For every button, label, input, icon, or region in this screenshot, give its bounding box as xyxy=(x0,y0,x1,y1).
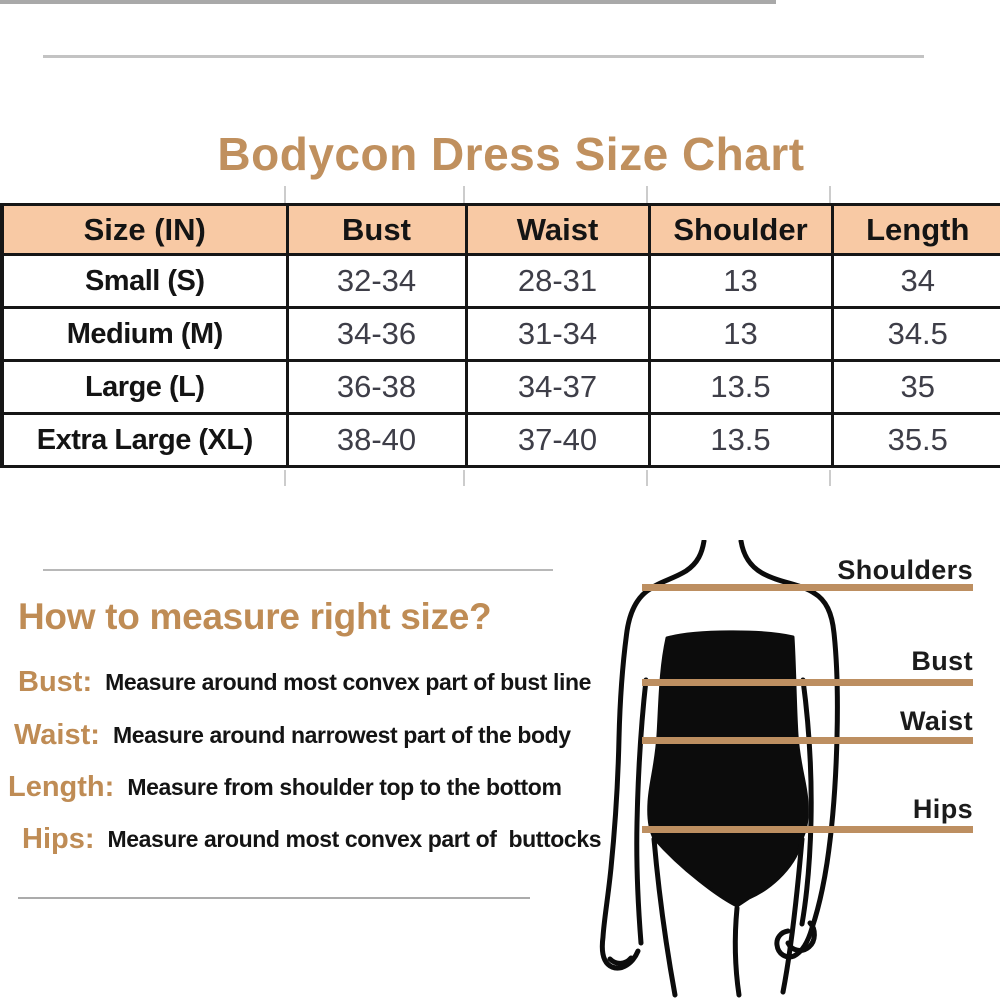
title-divider-line xyxy=(43,55,924,58)
size-table-header-row xyxy=(2,205,1000,255)
page-title: Bodycon Dress Size Chart xyxy=(217,127,805,180)
hips-measure-line xyxy=(642,826,973,833)
waist-cell: 37-40 xyxy=(466,414,649,467)
table-gridline-stub xyxy=(463,470,465,486)
neck-outline xyxy=(650,541,704,589)
waist-measure-line xyxy=(642,737,973,744)
column-header-size: Size (IN) xyxy=(2,205,287,255)
length-cell: 34 xyxy=(832,255,1000,308)
table-gridline-stub xyxy=(646,186,648,203)
size-cell: Extra Large (XL) xyxy=(2,414,287,467)
waist-cell: 34-37 xyxy=(466,361,649,414)
size-table xyxy=(0,203,1000,468)
bust-cell: 36-38 xyxy=(287,361,466,414)
left-hand-finger-line xyxy=(610,958,631,963)
figure-label-hips: Hips xyxy=(912,794,973,824)
measure-line-hips xyxy=(22,823,601,856)
table-gridline-stub xyxy=(284,470,286,486)
measure-term: Bust: xyxy=(18,666,93,698)
waist-cell: 31-34 xyxy=(466,308,649,361)
body-measurement-diagram xyxy=(560,540,1000,1000)
size-cell: Medium (M) xyxy=(2,308,287,361)
figure-label-shoulders: Shoulders xyxy=(837,555,973,585)
measure-term: Length: xyxy=(8,771,115,803)
measure-line-waist xyxy=(14,719,571,752)
size-cell: Small (S) xyxy=(2,255,287,308)
shoulder-cell: 13 xyxy=(649,308,832,361)
bust-cell: 38-40 xyxy=(287,414,466,467)
length-cell: 35.5 xyxy=(832,414,1000,467)
table-gridline-stub xyxy=(829,186,831,203)
measure-line-length xyxy=(8,771,562,804)
measure-term: Waist: xyxy=(14,719,100,751)
left-leg-outline xyxy=(654,839,675,995)
body-silhouette-figure xyxy=(560,540,1000,1000)
bust-cell: 32-34 xyxy=(287,255,466,308)
table-row xyxy=(2,255,1000,308)
column-header-bust: Bust xyxy=(287,205,466,255)
table-gridline-stub xyxy=(829,470,831,486)
left-arm-inner-line xyxy=(637,680,646,943)
bodysuit-shape xyxy=(649,632,808,906)
column-header-waist: Waist xyxy=(466,205,649,255)
measure-description: Measure around most convex part of buttocks xyxy=(107,826,602,852)
shoulder-cell: 13 xyxy=(649,255,832,308)
column-header-length: Length xyxy=(832,205,1000,255)
table-row xyxy=(2,414,1000,467)
length-cell: 35 xyxy=(832,361,1000,414)
inner-leg-line xyxy=(735,908,739,995)
table-row xyxy=(2,308,1000,361)
shoulder-cell: 13.5 xyxy=(649,361,832,414)
left-arm-outline xyxy=(602,589,650,968)
column-header-shoulder: Shoulder xyxy=(649,205,832,255)
figure-label-bust: Bust xyxy=(911,646,973,676)
measure-section-divider-top xyxy=(43,569,553,571)
table-row xyxy=(2,361,1000,414)
measure-term: Hips: xyxy=(22,823,95,855)
measure-description: Measure around narrowest part of the body xyxy=(112,722,571,748)
measure-description: Measure from shoulder top to the bottom xyxy=(127,774,562,800)
shoulder-cell: 13.5 xyxy=(649,414,832,467)
measure-section-divider-bottom xyxy=(18,897,530,899)
bust-measure-line xyxy=(642,679,973,686)
size-cell: Large (L) xyxy=(2,361,287,414)
table-gridline-stub xyxy=(284,186,286,203)
top-gray-bar xyxy=(0,0,776,4)
measure-guide-title: How to measure right size? xyxy=(18,596,492,637)
waist-cell: 28-31 xyxy=(466,255,649,308)
size-table-section xyxy=(0,203,1000,468)
length-cell: 34.5 xyxy=(832,308,1000,361)
bust-cell: 34-36 xyxy=(287,308,466,361)
table-gridline-stub xyxy=(463,186,465,203)
measure-description: Measure around most convex part of bust line xyxy=(105,669,592,695)
figure-label-waist: Waist xyxy=(899,706,973,736)
table-gridline-stub xyxy=(646,470,648,486)
measure-line-bust xyxy=(18,666,591,699)
